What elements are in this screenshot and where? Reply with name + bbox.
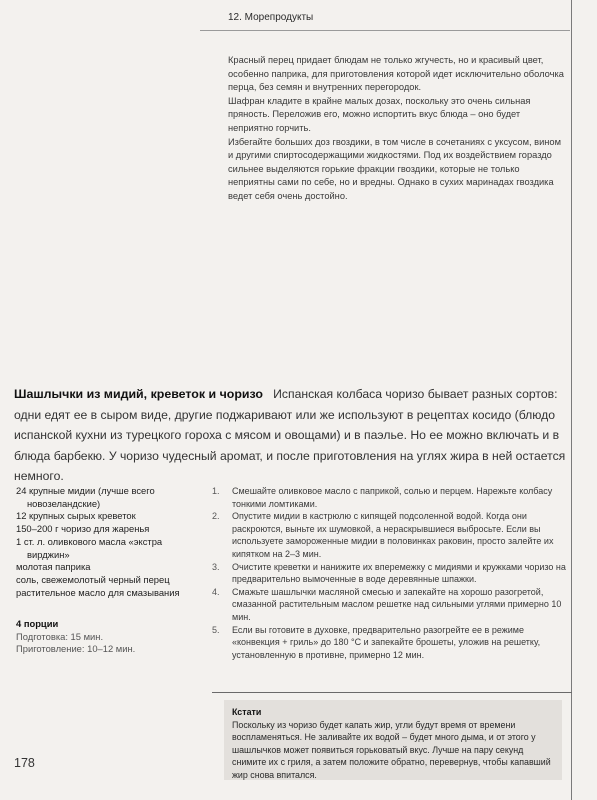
step-number: 2. bbox=[212, 511, 220, 522]
tip-box bbox=[224, 700, 562, 780]
intro-paragraph: Красный перец придает блюдам не только жгучесть, но и красивый цвет, особенно паприка, для приготовления которой идет исключительно оболочка перца, без семян и внутренних перегородок. bbox=[228, 55, 564, 93]
prep-time: Подготовка: 15 мин. bbox=[16, 630, 104, 642]
steps-list bbox=[212, 485, 567, 661]
step-text: Если вы готовите в духовке, предварительно разогрейте ее в режиме «конвекция + гриль» до 180 °С и запекайте брошеты, уложив на решетку, установленную в противне, примерно 12 мин. bbox=[232, 624, 541, 660]
ingredient-item: 1 ст. л. оливкового масла «экстра bbox=[16, 535, 163, 547]
page-edge-rule bbox=[571, 0, 572, 800]
ingredients-list bbox=[16, 485, 206, 599]
servings: 4 порции bbox=[16, 618, 59, 629]
ingredient-item: вирджин» bbox=[27, 548, 70, 560]
page-number: 178 bbox=[14, 756, 35, 770]
step-text: Опустите мидии в кастрюлю с кипящей подсоленной водой. Когда они раскроются, выньте их шумовкой, а нераскрывшиеся выбросьте. Если вы используете замороженные мидии в половинках раковин, просто залейте их кипятком на 2–3 мин. bbox=[232, 511, 554, 559]
recipe-header bbox=[14, 384, 566, 487]
tip-title: Кстати bbox=[232, 707, 262, 717]
step-text: Смажьте шашлычки масляной смесью и запекайте на хорошо разогретой, смазанной растительным маслом решетке над сильными углями примерно 10 мин. bbox=[232, 586, 562, 622]
step-number: 5. bbox=[212, 624, 220, 635]
ingredient-item: молотая паприка bbox=[16, 561, 91, 573]
intro-paragraph: Избегайте больших доз гвоздики, в том числе в сочетаниях с уксусом, вином и другими спиртосодержащими жидкостями. Под их воздействием гораздо сильнее выделяются горькие фракции гвоздики, которые не только неприятны сами по себе, но и вредны. Однако в сухих маринадах гвоздика ведет себя очень достойно. bbox=[228, 136, 561, 201]
step-item bbox=[212, 510, 567, 560]
ingredient-item: соль, свежемолотый черный перец bbox=[16, 573, 170, 585]
step-text: Смешайте оливковое масло с паприкой, солью и перцем. Нарежьте колбасу тонкими ломтиками. bbox=[232, 486, 553, 509]
chapter-title: 12. Морепродукты bbox=[228, 12, 314, 23]
recipe-title: Шашлычки из мидий, креветок и чоризо bbox=[14, 387, 263, 401]
cook-time: Приготовление: 10–12 мин. bbox=[16, 643, 136, 655]
step-text: Очистите креветки и нанижите их вперемежку с мидиями и кружками чоризо на предварительно вымоченные в воде деревянные шпажки. bbox=[232, 561, 566, 585]
step-item bbox=[212, 561, 567, 586]
tip-text: Поскольку из чоризо будет капать жир, угли будут время от времени воспламеняться. Не заливайте их водой – будет много дыма, и от этого у шашлычков может появиться горьковатый вкус. Лучше на пару секунд снимите их с гриля, а затем положите обратно, перевернув, чтобы капавший жир снова впитался. bbox=[232, 719, 551, 780]
servings-block bbox=[16, 618, 206, 656]
intro-text bbox=[228, 54, 568, 204]
ingredient-item: 24 крупные мидии (лучше всего bbox=[16, 485, 155, 496]
step-item bbox=[212, 586, 567, 624]
ingredient-item: растительное масло для смазывания bbox=[16, 586, 180, 598]
ingredient-item: новозеландские) bbox=[27, 497, 101, 509]
step-item bbox=[212, 485, 567, 510]
ingredient-item: 150–200 г чоризо для жаренья bbox=[16, 523, 150, 535]
tip-divider bbox=[212, 692, 572, 693]
intro-paragraph: Шафран кладите в крайне малых дозах, поскольку это очень сильная пряность. Переложив его, можно испортить вкус блюда – оно будет неприятно горчить. bbox=[228, 95, 531, 133]
step-number: 4. bbox=[212, 586, 220, 597]
step-number: 3. bbox=[212, 561, 220, 572]
step-item bbox=[212, 624, 567, 662]
recipe-description: Испанская колбаса чоризо бывает разных сортов: одни едят ее в сыром виде, другие поджаривают или же используют в рецептах косидо (блюдо испанской кухни из турецкого гороха с мясом и овощами) и в паэлье. Но ее можно включать и в блюда барбекю. У чоризо чудесный аромат, и после приготовления на углях жира в ней остается немного. bbox=[14, 387, 566, 483]
ingredient-item: 12 крупных сырых креветок bbox=[16, 510, 136, 522]
step-number: 1. bbox=[212, 486, 220, 496]
